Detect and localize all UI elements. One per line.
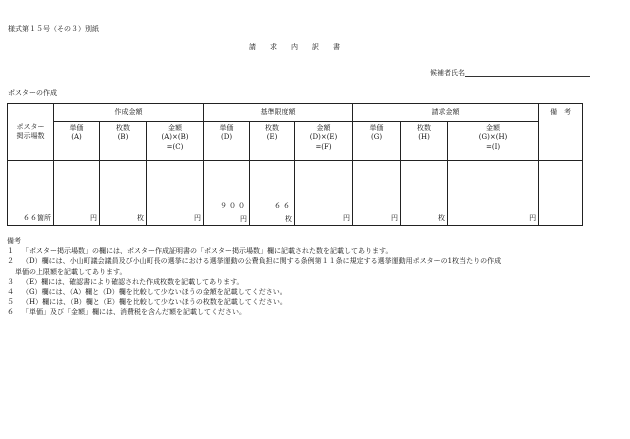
unit-price-a-cell: 円 — [54, 161, 100, 226]
column-code: (G)×(H) =(I) — [478, 133, 508, 151]
note-item — [7, 297, 501, 307]
section-title: ポスターの作成 — [8, 89, 57, 97]
column-header-row — [8, 122, 583, 161]
column-code: (A)×(B) =(C) — [161, 133, 189, 151]
base-limit-header: 基準限度額 — [204, 104, 353, 122]
notes-section — [7, 236, 501, 318]
note-number — [7, 267, 15, 277]
unit-price-d-cell — [204, 161, 250, 226]
count-e-cell — [250, 161, 295, 226]
column-code: (H) — [418, 133, 430, 142]
note-number: ２ — [7, 257, 14, 266]
column-label: 単価 — [219, 124, 234, 132]
claim-amount-header: 請求金額 — [353, 104, 539, 122]
column-header — [204, 122, 250, 161]
base-unit-price-value: ９００ — [220, 202, 248, 211]
column-label: 枚数 — [265, 124, 280, 132]
page-title: 請 求 内 訳 書 — [249, 43, 340, 51]
column-header — [353, 122, 401, 161]
column-header — [295, 122, 353, 161]
note-number: ５ — [7, 298, 14, 307]
note-item — [7, 246, 501, 256]
column-header — [147, 122, 204, 161]
candidate-name-field — [430, 69, 590, 77]
column-header — [448, 122, 539, 161]
unit-label: 円 — [240, 214, 248, 223]
form-number: 様式第１５号（その３）別紙 — [8, 25, 99, 33]
note-text: （D）欄には、小山町議会議員及び小山町長の選挙における選挙運動の公費負担に関する条例第１１条に規定する選挙運動用ポスターの1枚当たりの作成 — [22, 257, 502, 266]
remarks-cell — [539, 161, 583, 226]
column-code: (B) — [117, 133, 129, 142]
poster-sites-value: ６６箇所 — [8, 161, 54, 226]
count-b-cell: 枚 — [100, 161, 147, 226]
column-label: 枚数 — [116, 124, 130, 132]
note-text: 「ポスター掲示場数」の欄には、ポスター作成証明書の「ポスター掲示場数」欄に記載された数を記載してあります。 — [22, 247, 393, 256]
note-number: ６ — [7, 308, 14, 317]
note-text: （G）欄には、（A）欄と（D）欄を比較して少ないほうの金額を記載してください。 — [22, 288, 287, 297]
notes-title: 備考 — [7, 237, 21, 245]
column-header — [100, 122, 147, 161]
column-label: 単価 — [369, 124, 384, 132]
count-h-cell: 枚 — [401, 161, 448, 226]
note-item — [7, 256, 501, 266]
column-code: (E) — [266, 133, 278, 142]
column-label: 金額 — [486, 124, 501, 132]
column-code: (D) — [220, 133, 233, 142]
note-number: １ — [7, 247, 14, 256]
column-code: (D)×(E) =(F) — [309, 133, 338, 151]
note-item — [7, 267, 501, 277]
note-text: 「単価」及び「金額」欄には、消費税を含んだ額を記載してください。 — [22, 308, 246, 317]
note-item — [7, 277, 501, 287]
claim-breakdown-table — [7, 103, 583, 226]
note-number: ４ — [7, 288, 14, 297]
base-count-value: ６６ — [274, 202, 293, 211]
amount-i-cell: 円 — [448, 161, 539, 226]
note-text: 単価の上限額を記載してあります。 — [15, 267, 127, 276]
column-label: 単価 — [69, 124, 84, 132]
column-label: 枚数 — [417, 124, 432, 132]
amount-c-cell: 円 — [147, 161, 204, 226]
note-item — [7, 287, 501, 297]
column-code: (G) — [371, 133, 383, 142]
remarks-header: 備 考 — [539, 104, 583, 161]
candidate-name-label: 候補者氏名 — [430, 69, 465, 77]
data-row — [8, 161, 583, 226]
column-code: (A) — [71, 133, 82, 142]
column-header — [54, 122, 100, 161]
column-label: 金額 — [168, 124, 183, 132]
note-item — [7, 307, 501, 317]
note-text: （E）欄には、確認書により確認された作成枚数を記載してあります。 — [22, 277, 244, 286]
poster-sites-header: ポスター 掲示場数 — [8, 104, 54, 161]
column-header — [250, 122, 295, 161]
unit-price-g-cell: 円 — [353, 161, 401, 226]
group-header-row — [8, 104, 583, 122]
note-number: ３ — [7, 277, 14, 286]
candidate-name-line — [465, 69, 590, 77]
creation-amount-header: 作成金額 — [54, 104, 204, 122]
note-text: （H）欄には、（B）欄と（E）欄を比較して少ないほうの枚数を記載してください。 — [22, 298, 287, 307]
unit-label: 枚 — [285, 214, 293, 223]
amount-f-cell: 円 — [295, 161, 353, 226]
column-label: 金額 — [316, 124, 331, 132]
column-header — [401, 122, 448, 161]
